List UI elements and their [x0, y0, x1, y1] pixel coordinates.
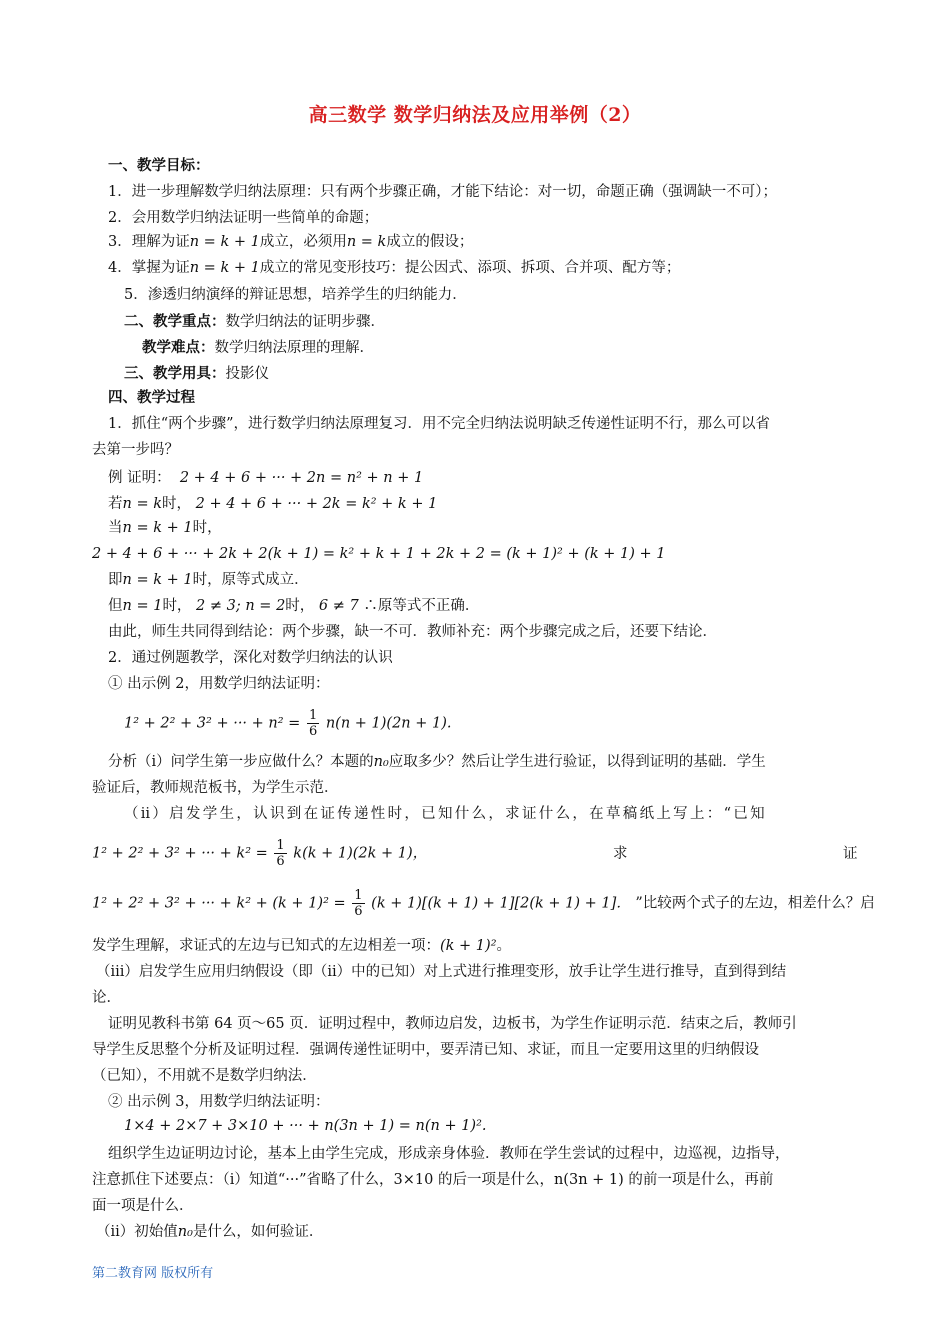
objective-1: 1．进一步理解数学归纳法原理：只有两个步骤正确，才能下结论：对一切，命题正确（强调缺一不可）； [108, 184, 777, 200]
math-expr: (k + 1)[(k + 1) + 1][2(k + 1) + 1]． [371, 895, 631, 912]
fraction [274, 838, 286, 869]
example-1-counter [108, 596, 479, 616]
section-difficulty [142, 338, 374, 358]
math-expr: k(k + 1)(2k + 1)， [293, 845, 428, 862]
math-expr: (k + 1)² [440, 938, 497, 954]
fraction-denominator: 6 [354, 904, 363, 919]
example-label: 例 证明： [108, 470, 171, 486]
analysis-2-known-formula [92, 838, 427, 869]
text: ”比较两个式子的左边，相差什么？启 [635, 895, 875, 912]
page-title: 高三数学 数学归纳法及应用举例（2） [308, 104, 642, 126]
text: 若 [108, 496, 123, 512]
key-points-text: 数学归纳法的证明步骤． [225, 314, 385, 330]
objective-2: 2．会用数学归纳法证明一些简单的命题； [108, 210, 379, 226]
math-expr: n(n + 1)(2n + 1). [325, 715, 452, 732]
fraction-numerator: 1 [276, 838, 285, 853]
example-3-intro: ② 出示例 3，用数学归纳法证明： [108, 1094, 330, 1110]
objective-4-text-a: 4．掌握为证 [108, 260, 190, 276]
proof-note-line-3: （已知），不用就不是数学归纳法． [92, 1068, 317, 1084]
math-expr: 6 ≠ 7 [318, 598, 359, 614]
discussion-line-3: 面一项是什么． [92, 1198, 194, 1214]
text: 应取多少？然后让学生进行验证，以得到证明的基础．学生 [388, 754, 766, 770]
text: 分析（ⅰ）问学生第一步应做什么？本题的 [108, 754, 374, 770]
text: 但 [108, 598, 123, 614]
example-2-intro: ① 出示例 2，用数学归纳法证明： [108, 676, 330, 692]
section-process-heading: 四、教学过程 [108, 389, 195, 406]
difficulty-text: 数学归纳法原理的理解． [214, 340, 374, 356]
math-expr: 2 + 4 + 6 + ··· + 2n = n² + n + 1 [179, 470, 424, 486]
math-expr: 1² + 2² + 3² + ··· + k² = [92, 845, 268, 862]
discussion-line-4 [96, 1222, 323, 1242]
math-expr: n = k [346, 234, 387, 250]
difficulty-heading: 教学难点： [142, 339, 215, 356]
text: 是什么，如何验证． [192, 1224, 324, 1240]
example-1-statement [108, 468, 423, 488]
objective-4-text-b: 成立的常见变形技巧：提公因式、添项、拆项、合并项、配方等； [259, 260, 681, 276]
discussion-line-1: 组织学生边证明边讨论，基本上由学生完成，形成亲身体验．教师在学生尝试的过程中，边巡视，边指导， [108, 1146, 790, 1162]
text: ∴原等式不正确． [363, 598, 480, 614]
example-2-formula [124, 708, 452, 739]
math-expr: n = 1 [122, 598, 163, 614]
math-expr: n₀ [373, 754, 389, 770]
tools-heading: 三、教学用具： [124, 365, 226, 382]
example-1-conclusion [108, 570, 309, 590]
text: 即 [108, 572, 123, 588]
key-points-heading: 二、教学重点： [124, 313, 226, 330]
math-expr: 2 ≠ 3; n = 2 [196, 598, 286, 614]
example-1-summary: 由此，师生共同得到结论：两个步骤，缺一不可．教师补充：两个步骤完成之后，还要下结论． [108, 624, 717, 640]
example-1-derivation: 2 + 4 + 6 + ··· + 2k + 2(k + 1) = k² + k + 1 + 2k + 2 = (k + 1)² + (k + 1) + 1 [92, 546, 666, 562]
fraction-denominator: 6 [308, 724, 318, 739]
analysis-3-line-2: 论． [92, 990, 121, 1006]
math-expr: 1² + 2² + 3² + ··· + k² + (k + 1)² = [92, 895, 346, 912]
objective-3-text-c: 成立的假设； [386, 234, 474, 250]
math-expr: 1² + 2² + 3² + ··· + n² = [124, 715, 301, 732]
math-expr: n = k + 1 [122, 520, 193, 536]
math-expr: n = k + 1 [122, 572, 193, 588]
footer-copyright: 第二教育网 版权所有 [92, 1266, 214, 1281]
math-expr: n = k [122, 496, 162, 512]
analysis-1-line-2: 验证后，教师规范板书，为学生示范． [92, 780, 339, 796]
analysis-2-qiu: 求 [613, 846, 628, 862]
fraction [352, 888, 364, 919]
math-expr: n = k + 1 [189, 234, 260, 250]
text: 当 [108, 520, 123, 536]
example-1-step-k1 [108, 518, 222, 538]
text: 时， [162, 598, 192, 614]
objective-3-text-b: 成立，必须用 [259, 234, 347, 250]
math-expr: n₀ [177, 1224, 193, 1240]
example-3-formula: 1×4 + 2×7 + 3×10 + ··· + n(3n + 1) = n(n + 1)². [124, 1118, 487, 1134]
analysis-2-zheng: 证 [843, 846, 858, 862]
proof-note-line-1: 证明见教科书第 64 页～65 页．证明过程中，教师边启发，边板书，为学生作证明示范．结束之后，教师引 [108, 1016, 797, 1032]
analysis-2-difference [92, 936, 511, 956]
objective-3 [108, 232, 473, 252]
section-key-points [124, 312, 385, 332]
math-expr: n = k + 1 [189, 260, 260, 276]
example-1-step-k [108, 494, 437, 514]
text: 时，原等式成立． [192, 572, 309, 588]
analysis-2-line-1: （ⅱ）启发学生，认识到在证传递性时，已知什么，求证什么，在草稿纸上写上：“已知 [124, 806, 767, 822]
math-expr: 2 + 4 + 6 + ··· + 2k = k² + k + 1 [195, 496, 438, 512]
fraction-numerator: 1 [308, 708, 318, 723]
text: 。 [496, 938, 512, 954]
process-1-line-1: 1．抓住“两个步骤”，进行数学归纳法原理复习．用不完全归纳法说明缺乏传递性证明不行，那么可以省 [108, 416, 771, 432]
text: 时， [192, 520, 222, 536]
text: 时， [162, 496, 191, 512]
fraction [307, 708, 319, 739]
analysis-3-line-1: （ⅲ）启发学生应用归纳假设（即（ⅱ）中的已知）对上式进行推理变形，放手让学生进行推导，直到得到结 [96, 964, 787, 980]
text: （ⅱ）初始值 [96, 1224, 178, 1240]
process-2-heading: 2．通过例题教学，深化对数学归纳法的认识 [108, 650, 393, 666]
section-objectives-heading: 一、教学目标： [108, 157, 210, 174]
objective-3-text-a: 3．理解为证 [108, 234, 190, 250]
proof-note-line-2: 导学生反思整个分析及证明过程．强调传递性证明中，要弄清已知、求证，而且一定要用这里的归纳假设 [92, 1042, 759, 1058]
objective-4 [108, 258, 680, 278]
process-1-line-2: 去第一步吗？ [92, 442, 179, 458]
tools-text: 投影仪 [225, 366, 269, 382]
discussion-line-2: 注意抓住下述要点：（ⅰ）知道“···”省略了什么，3×10 的后一项是什么，n(3n + 1) 的前一项是什么，再前 [92, 1172, 774, 1188]
analysis-2-target-formula [92, 888, 875, 919]
objective-5: 5．渗透归纳演绎的辩证思想，培养学生的归纳能力． [124, 287, 467, 303]
text: 时， [285, 598, 315, 614]
fraction-numerator: 1 [354, 888, 363, 903]
analysis-1-line-1 [108, 752, 766, 772]
fraction-denominator: 6 [276, 854, 285, 869]
section-tools [124, 364, 269, 384]
text: 发学生理解，求证式的左边与已知式的左边相差一项： [92, 938, 440, 954]
